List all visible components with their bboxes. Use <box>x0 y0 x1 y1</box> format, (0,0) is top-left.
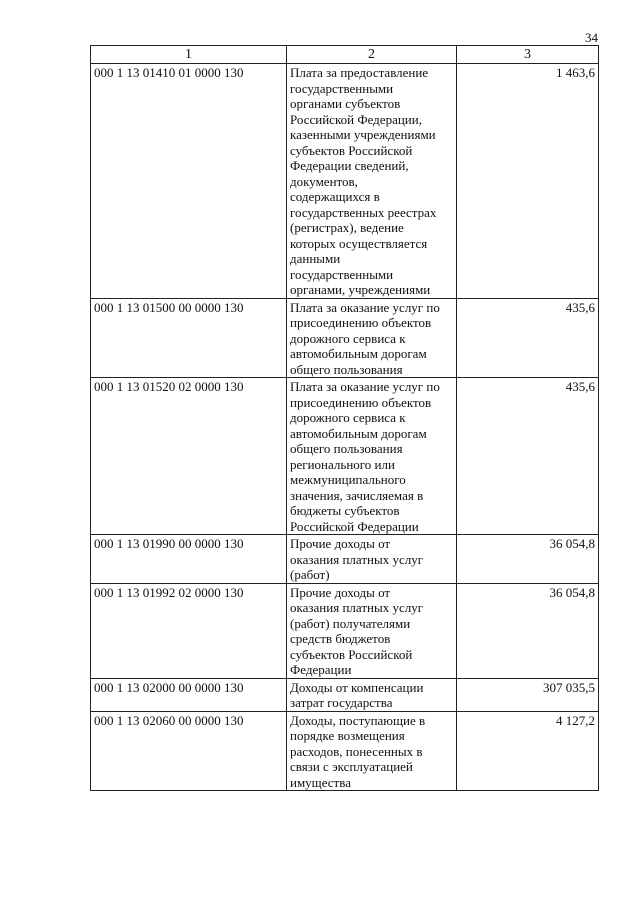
row-name-line: государственных реестрах <box>290 204 437 220</box>
row-name-line: дорожного сервиса к <box>290 330 406 346</box>
row-amount: 435,6 <box>457 298 599 378</box>
row-name <box>287 711 457 791</box>
row-name-line: имущества <box>290 774 351 790</box>
row-name <box>287 298 457 378</box>
row-name-line: содержащихся в <box>290 189 380 204</box>
row-name-line: Доходы, поступающие в <box>290 712 426 728</box>
row-name-line: Доходы от компенсации <box>290 679 424 695</box>
page-number: 34 <box>585 30 598 45</box>
table-row <box>91 378 599 535</box>
row-name-line: дорожного сервиса к <box>290 410 406 425</box>
row-code: 000 1 13 01520 02 0000 130 <box>91 378 287 535</box>
row-amount: 36 054,8 <box>457 535 599 584</box>
table-header <box>91 46 599 64</box>
row-name-line: Плата за оказание услуг по <box>290 299 440 315</box>
row-amount: 435,6 <box>457 378 599 535</box>
row-name-line: средств бюджетов <box>290 631 391 646</box>
row-name-line: оказания платных услуг <box>290 551 424 567</box>
row-name <box>287 678 457 711</box>
row-name-line: государственными <box>290 80 394 96</box>
row-amount: 36 054,8 <box>457 583 599 678</box>
row-name-line: (работ) <box>290 567 330 582</box>
row-code: 000 1 13 02000 00 0000 130 <box>91 678 287 711</box>
row-name <box>287 378 457 535</box>
row-name-line: автомобильным дорогам <box>290 346 427 361</box>
row-name <box>287 583 457 678</box>
row-amount: 1 463,6 <box>457 64 599 299</box>
row-name-line: субъектов Российской <box>290 142 413 158</box>
row-name-line: Федерации <box>290 662 352 677</box>
row-name-line: бюджеты субъектов <box>290 503 400 518</box>
row-name-line: присоединению объектов <box>290 394 432 410</box>
row-name-line: связи с эксплуатацией <box>290 759 413 774</box>
row-name-line: присоединению объектов <box>290 315 432 330</box>
row-name <box>287 535 457 584</box>
row-name-line: органами, учреждениями <box>290 282 431 297</box>
row-name-line: (работ) получателями <box>290 615 411 631</box>
row-name-line: Российской Федерации, <box>290 111 422 127</box>
row-name-line: данными <box>290 251 341 266</box>
row-name-line: Плата за предоставление <box>290 65 429 80</box>
row-name-line: государственными <box>290 266 394 282</box>
row-name-line: Прочие доходы от <box>290 584 391 600</box>
table-row <box>91 298 599 378</box>
row-name-line: затрат государства <box>290 695 393 710</box>
row-name-line: органами субъектов <box>290 96 401 111</box>
row-name-line: регионального или <box>290 456 395 472</box>
row-name-line: общего пользования <box>290 441 403 456</box>
row-code: 000 1 13 01410 01 0000 130 <box>91 64 287 299</box>
row-name-line: документов, <box>290 173 358 189</box>
table-row <box>91 711 599 791</box>
row-code: 000 1 13 01500 00 0000 130 <box>91 298 287 378</box>
table-row <box>91 678 599 711</box>
row-name-line: Российской Федерации <box>290 518 419 534</box>
row-name-line: оказания платных услуг <box>290 600 424 615</box>
header-name: 2 <box>287 46 457 64</box>
row-name-line: общего пользования <box>290 361 403 377</box>
row-name-line: субъектов Российской <box>290 646 413 662</box>
table-row <box>91 535 599 584</box>
row-code: 000 1 13 01992 02 0000 130 <box>91 583 287 678</box>
row-name-line: автомобильным дорогам <box>290 425 427 441</box>
row-name-line: Федерации сведений, <box>290 158 409 173</box>
row-name-line: значения, зачисляемая в <box>290 487 424 503</box>
row-code: 000 1 13 01990 00 0000 130 <box>91 535 287 584</box>
table-body <box>91 64 599 791</box>
row-code: 000 1 13 02060 00 0000 130 <box>91 711 287 791</box>
budget-table <box>90 45 599 791</box>
row-name-line: (регистрах), ведение <box>290 220 404 235</box>
header-amount: 3 <box>457 46 599 64</box>
header-row <box>91 46 599 64</box>
row-name-line: межмуниципального <box>290 472 406 487</box>
row-name-line: порядке возмещения <box>290 728 405 743</box>
row-amount: 307 035,5 <box>457 678 599 711</box>
row-name-line: которых осуществляется <box>290 235 428 251</box>
header-code: 1 <box>91 46 287 64</box>
row-name <box>287 64 457 299</box>
row-name-line: расходов, понесенных в <box>290 743 423 759</box>
row-name-line: Плата за оказание услуг по <box>290 379 440 394</box>
table-row <box>91 64 599 299</box>
row-name-line: казенными учреждениями <box>290 127 436 142</box>
row-name-line: Прочие доходы от <box>290 536 391 551</box>
row-amount: 4 127,2 <box>457 711 599 791</box>
table-row <box>91 583 599 678</box>
